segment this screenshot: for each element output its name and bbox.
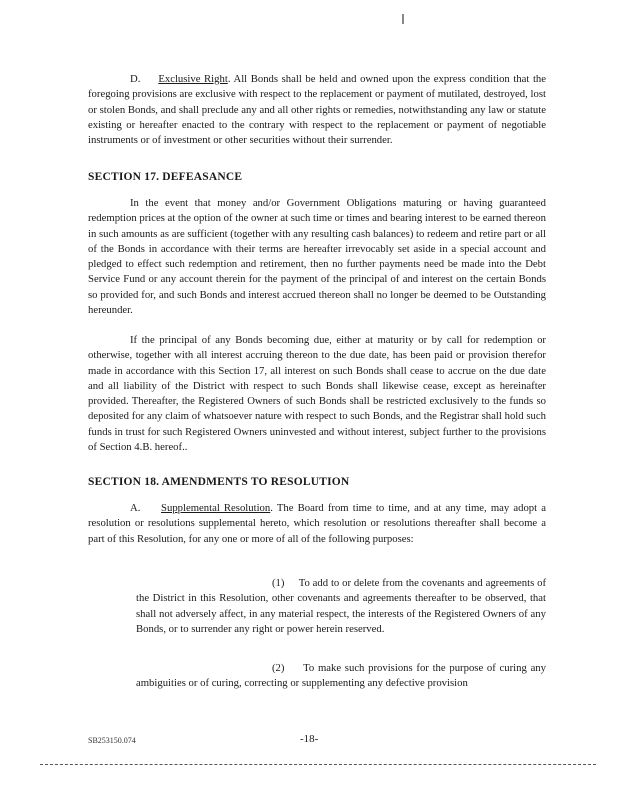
paragraph-d-label: D. [130,73,141,85]
list-item-text: To add to or delete from the covenants and agreements of the District in this Resolution, other covenants and agreements thereafter to be observed, that shall not adversely affect, in any material respect, the interests of the Registered Owners of any Bonds, or to surrender any right or power herein reserved. [136,577,546,635]
paragraph-a-title: Supplemental Resolution [161,502,271,514]
section-17-paragraph-2: If the principal of any Bonds becoming due, either at maturity or by call for redemption or otherwise, together with all interest accruing thereon to the due date, has been paid or provision therefor made in accordance with this Section 17, all interest on such Bonds shall cease to accrue on the due date and all liability of the District with respect to such Bonds shall likewise cease, except as hereinafter provided. Thereafter, the Registered Owners of such Bonds shall be restricted exclusively to the funds so deposited for any claim of whatsoever nature with respect to such Bonds, and the Registrar shall hold such funds in trust for such Registered Owners uninvested and without interest, subject further to the provisions of Section 4.B. hereof.. [88,334,546,454]
list-item-number: (1) [272,577,285,589]
document-code: SB253150.074 [88,736,136,745]
footer-divider [40,764,596,765]
section-17-heading: SECTION 17. DEFEASANCE [88,171,243,183]
list-item [136,661,546,692]
scan-mark [402,14,404,24]
paragraph-a-label: A. [130,502,141,514]
paragraph-d-text: . All Bonds shall be held and owned upon the express condition that the foregoing provisions are exclusive with respect to the replacement or payment of mutilated, destroyed, lost or stolen Bonds, and shall preclude any and all other rights or remedies, notwithstanding any law or statute existing or hereafter enacted to the contrary with respect to the replacement or payment of negotiable instruments or of investment or other securities without their surrender. [88,73,547,147]
page-number: -18- [300,733,319,745]
list-item-number: (2) [272,662,285,674]
paragraph-a [88,501,546,547]
section-18-heading: SECTION 18. AMENDMENTS TO RESOLUTION [88,476,350,488]
list-item [136,576,546,637]
paragraph-a-text: . The Board from time to time, and at any time, may adopt a resolution or resolutions supplemental hereto, which resolution or resolutions thereafter shall become a part of this Resolution, for any one or more of all of the following purposes: [88,502,546,545]
list-item-text: To make such provisions for the purpose of curing any ambiguities or of curing, correcting or supplementing any defective provision [136,662,546,690]
paragraph-d [88,72,546,148]
paragraph-d-title: Exclusive Right [158,73,228,85]
section-17-paragraph-1: In the event that money and/or Government Obligations maturing or having guaranteed redemption prices at the option of the owner at such time or times and bearing interest to be earned thereon in such amounts as are sufficient (together with any resulting cash balances) to redeem and retire part or all of the Bonds in accordance with their terms are hereafter irrevocably set aside in a special account and pledged to effect such redemption and retirement, then no further payments need be made into the Debt Service Fund or any account therein for the payment of the principal of and interest on the certain Bonds so provided for, and such Bonds and interest accrued thereon shall no longer be deemed to be Outstanding hereunder. [88,197,547,317]
